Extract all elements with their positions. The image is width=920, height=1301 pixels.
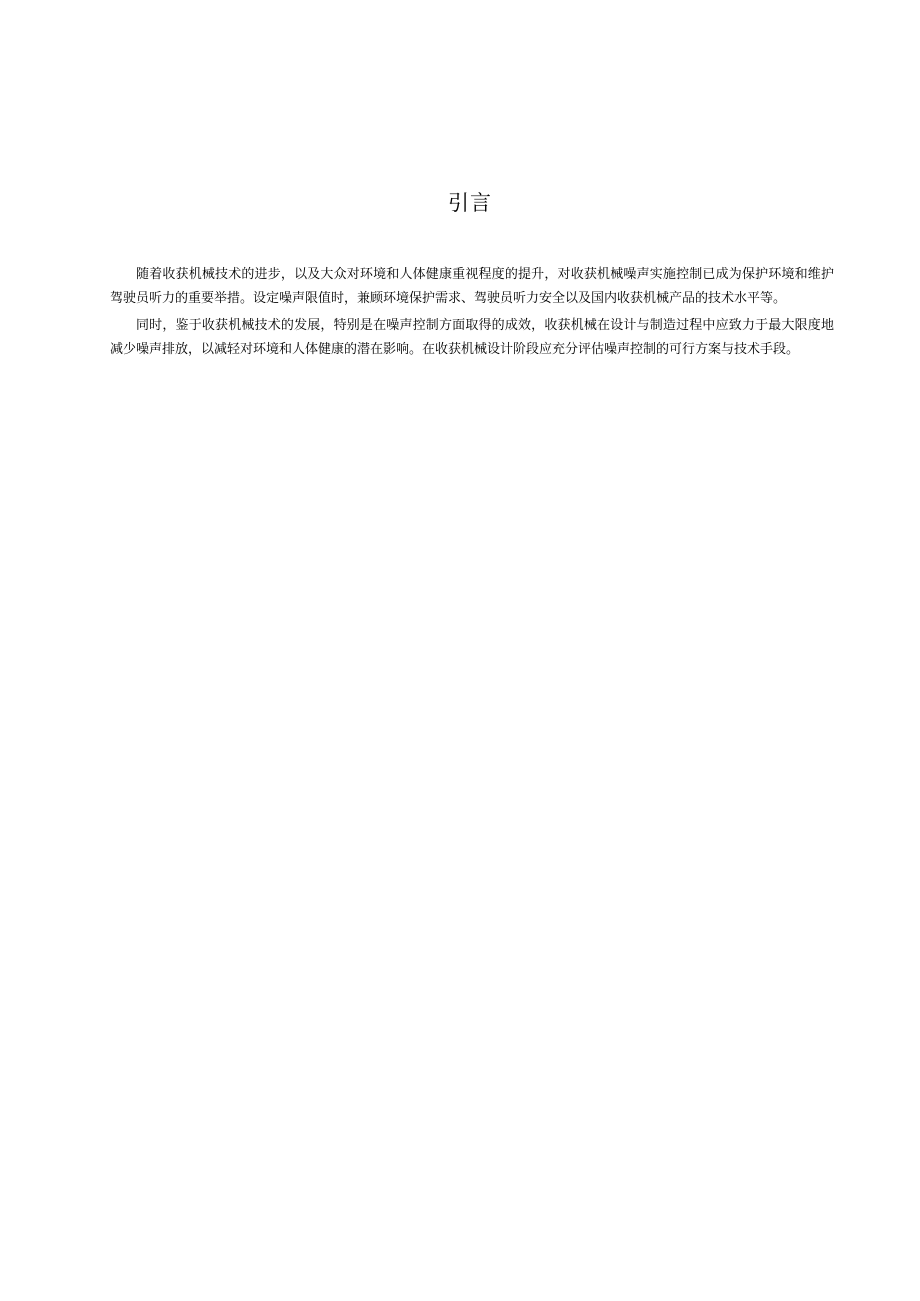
section-title: 引言 — [448, 191, 492, 215]
paragraph-1: 随着收获机械技术的进步，以及大众对环境和人体健康重视程度的提升，对收获机械噪声实施控制已成为保护环境和维护驾驶员听力的重要举措。设定噪声限值时，兼顾环境保护需求、驾驶员听力安全以及国内收获机械产品的技术水平等。 — [110, 267, 834, 306]
paragraph-2: 同时，鉴于收获机械技术的发展，特别是在噪声控制方面取得的成效，收获机械在设计与制造过程中应致力于最大限度地减少噪声排放，以减轻对环境和人体健康的潜在影响。在收获机械设计阶段应充分评估噪声控制的可行方案与技术手段。 — [110, 318, 834, 357]
body-text — [110, 263, 834, 365]
